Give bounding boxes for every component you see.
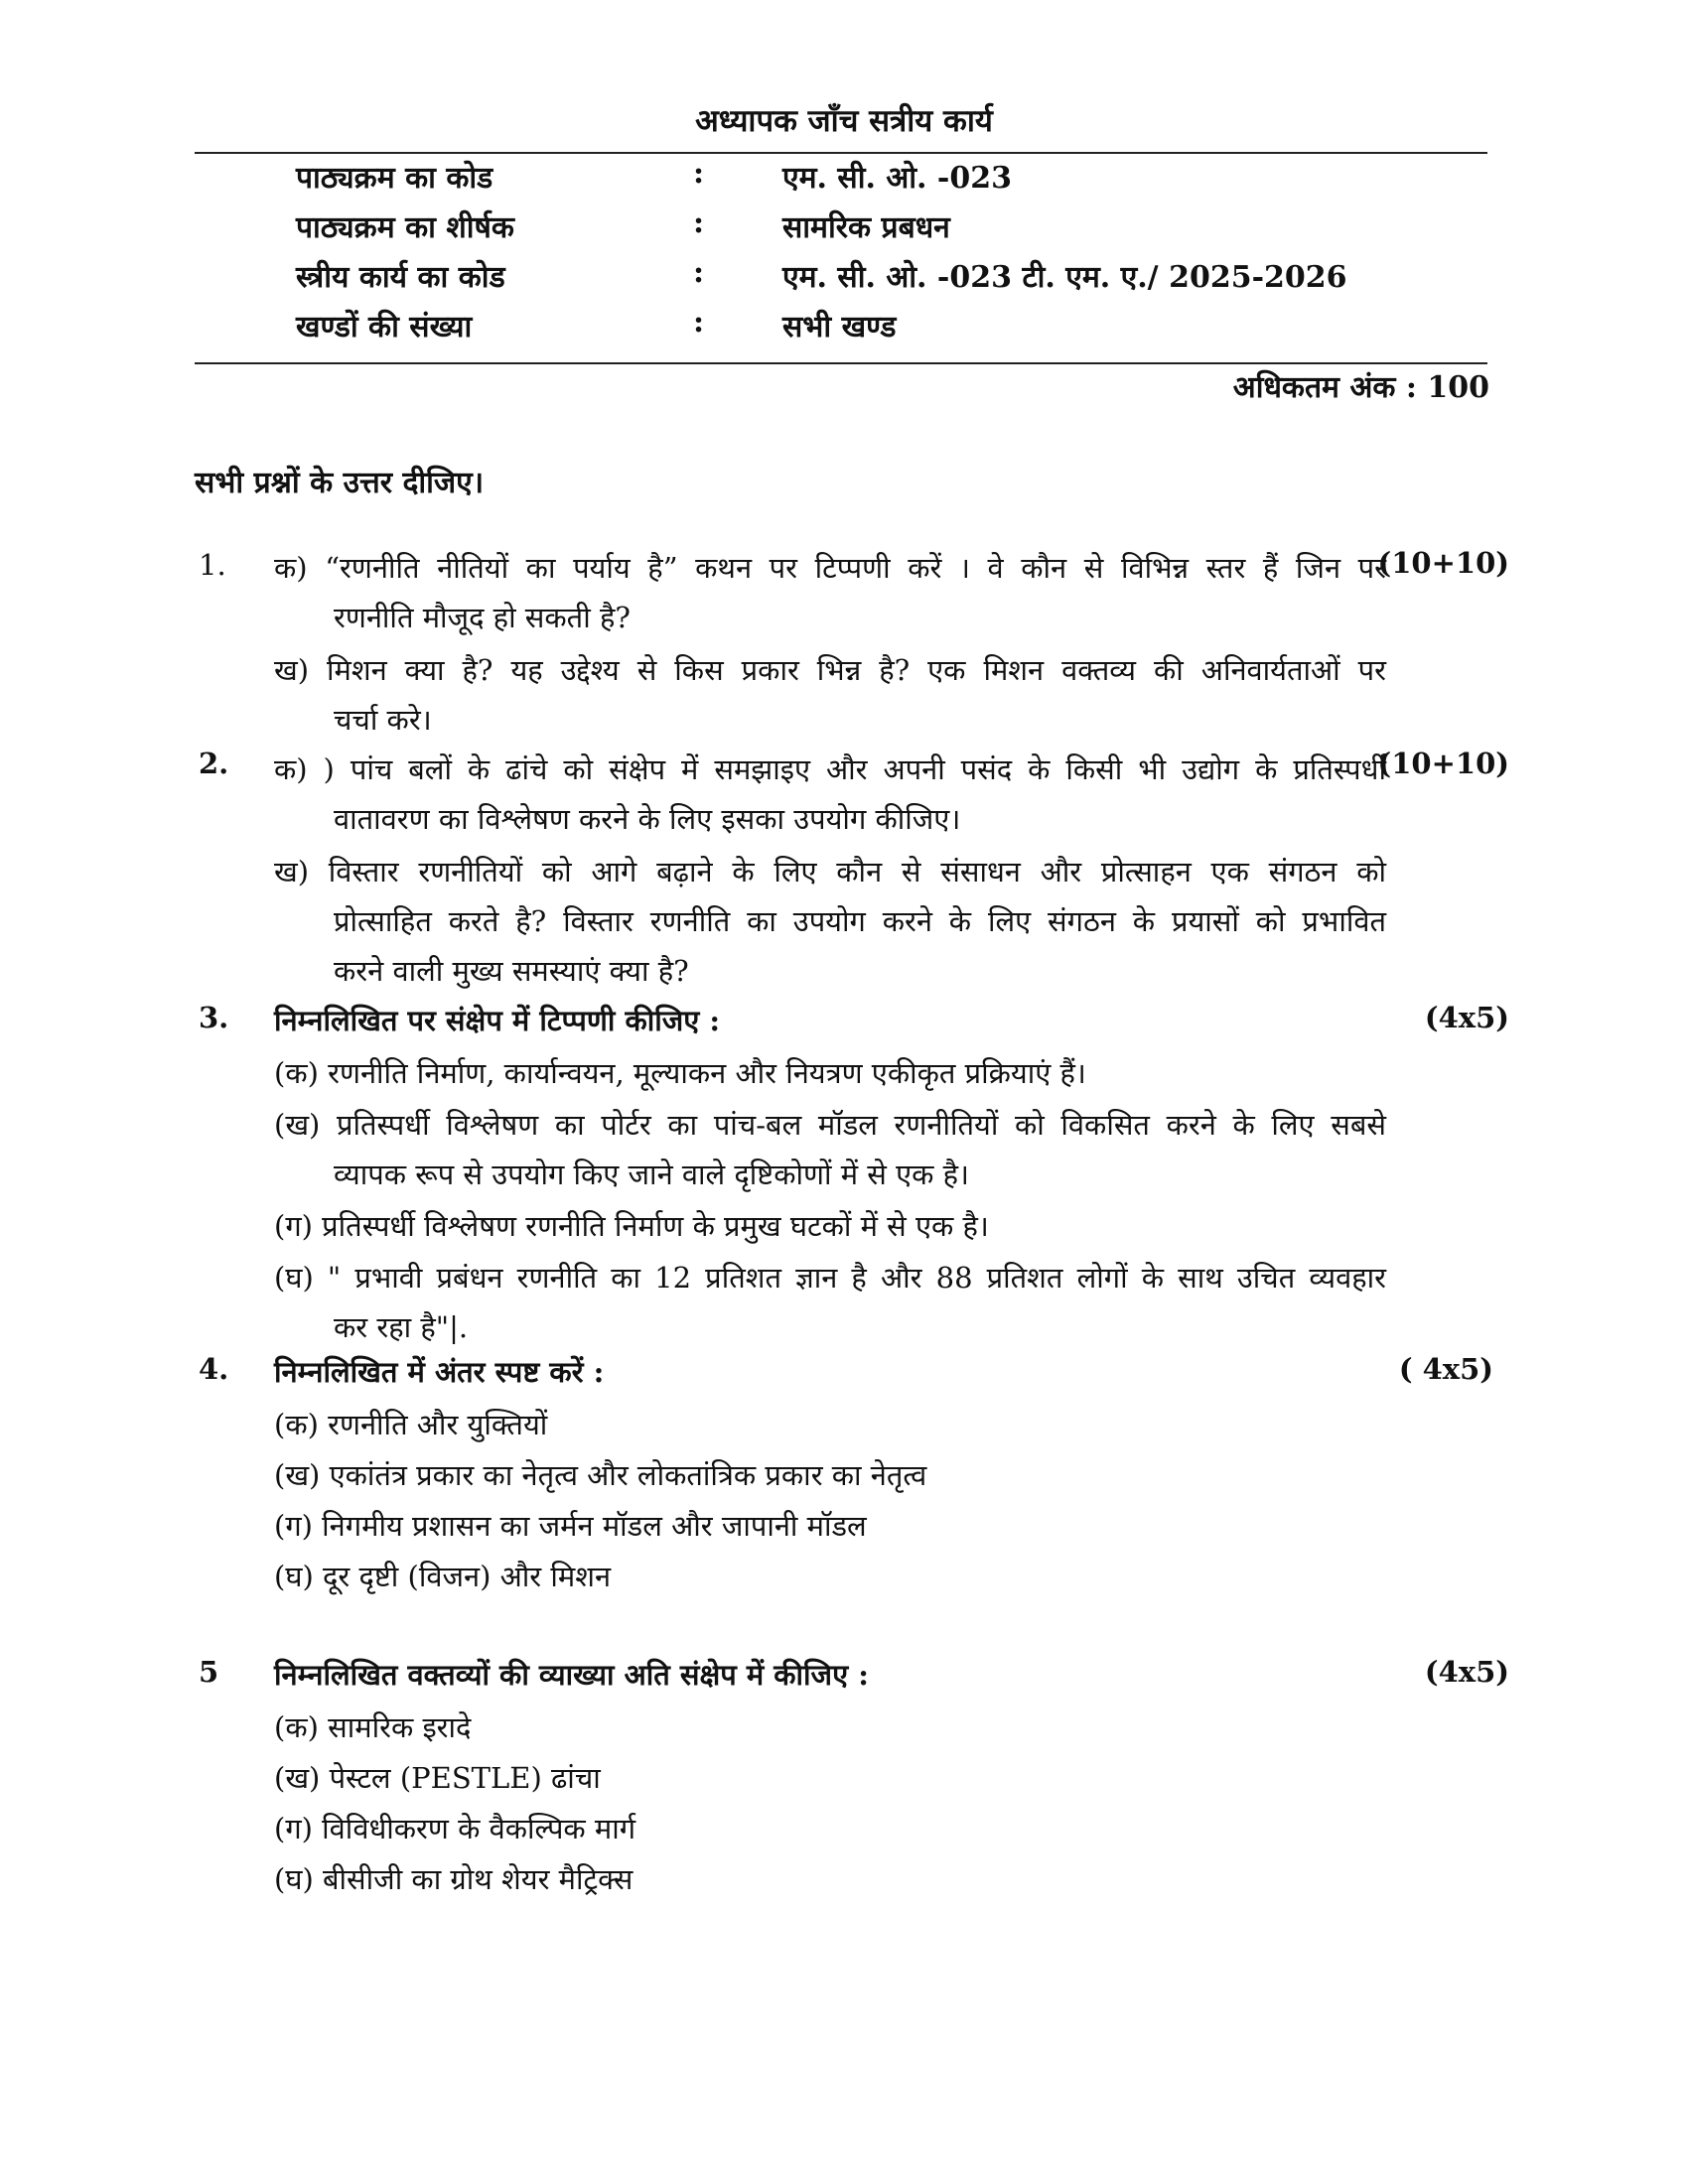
question-2-marks: (10+10) [1377, 747, 1509, 780]
question-3-number: 3. [199, 1001, 229, 1034]
question-1a-line-2: रणनीति मौजूद हो सकती है? [334, 601, 631, 634]
question-4-marks: ( 4x5) [1398, 1352, 1493, 1386]
question-2b-line-3: करने वाली मुख्य समस्याएं क्या है? [334, 954, 689, 988]
question-4c: (ग) निगमीय प्रशासन का जर्मन मॉडल और जापानी मॉडल [274, 1509, 867, 1543]
meta-label: खण्डों की संख्या [296, 310, 473, 344]
meta-value: एम. सी. ओ. -023 [782, 161, 1013, 196]
meta-colon: : [693, 156, 705, 191]
question-3-heading: निम्नलिखित पर संक्षेप में टिप्पणी कीजिए : [274, 1004, 721, 1037]
question-4-number: 4. [199, 1352, 229, 1386]
instruction: सभी प्रश्नों के उत्तर दीजिए। [195, 466, 485, 500]
meta-value: सभी खण्ड [782, 310, 897, 344]
question-5a: (क) सामरिक इरादे [274, 1710, 472, 1744]
question-3b-line-1: (ख) प्रतिस्पर्धी विश्लेषण का पोर्टर का पांच-बल मॉडल रणनीतियों को विकसित करने के लिए सबसे [274, 1108, 1386, 1142]
question-3b-line-2: व्यापक रूप से उपयोग किए जाने वाले दृष्टिकोणों में से एक है। [334, 1158, 970, 1191]
question-5-marks: (4x5) [1424, 1655, 1509, 1689]
question-5d: (घ) बीसीजी का ग्रोथ शेयर मैट्रिक्स [274, 1862, 633, 1896]
question-2a-line-1: क) ) पांच बलों के ढांचे को संक्षेप में समझाइए और अपनी पसंद के किसी भी उद्योग के प्रतिस्पर्धी [274, 752, 1386, 786]
meta-colon: : [693, 305, 705, 340]
question-4-heading: निम्नलिखित में अंतर स्पष्ट करें : [274, 1355, 605, 1389]
question-4d: (घ) दूर दृष्टी (विजन) और मिशन [274, 1560, 612, 1593]
meta-colon: : [693, 205, 705, 240]
question-5c: (ग) विविधीकरण के वैकल्पिक मार्ग [274, 1812, 636, 1845]
header-bottom-rule [195, 362, 1487, 364]
question-2a-line-2: वातावरण का विश्लेषण करने के लिए इसका उपयोग कीजिए। [334, 802, 961, 836]
meta-row-blocks [296, 305, 1438, 352]
question-2b-line-2: प्रोत्साहित करते है? विस्तार रणनीति का उपयोग करने के लिए संगठन के प्रयासों को प्रभावित [334, 904, 1386, 938]
meta-colon: : [693, 255, 705, 290]
meta-row-course-title [296, 205, 1438, 253]
meta-label: स्त्रीय कार्य का कोड [296, 260, 505, 295]
maximum-marks: अधिकतम अंक : 100 [1232, 370, 1489, 405]
question-3-marks: (4x5) [1424, 1001, 1509, 1034]
question-1b-line-2: चर्चा करे। [334, 703, 432, 737]
question-5b: (ख) पेस्टल (PESTLE) ढांचा [274, 1761, 601, 1795]
question-3a: (क) रणनीति निर्माण, कार्यान्वयन, मूल्याकन और नियत्रण एकीकृत प्रक्रियाएं हैं। [274, 1056, 1086, 1090]
meta-row-course-code [296, 156, 1438, 204]
question-4a: (क) रणनीति और युक्तियों [274, 1408, 548, 1441]
question-2b-line-1: ख) विस्तार रणनीतियों को आगे बढ़ाने के लिए कौन से संसाधन और प्रोत्साहन एक संगठन को [274, 855, 1386, 888]
meta-value: सामरिक प्रबधन [782, 210, 950, 245]
question-3d-line-2: कर रहा है"|. [334, 1310, 469, 1344]
question-1-number: 1. [199, 548, 226, 582]
question-1b-line-1: ख) मिशन क्या है? यह उद्देश्य से किस प्रकार भिन्न है? एक मिशन वक्तव्य की अनिवार्यताओं पर [274, 653, 1386, 687]
document-title: अध्यापक जाँच सत्रीय कार्य [695, 103, 993, 139]
question-2-number: 2. [199, 747, 229, 780]
question-4b: (ख) एकांतंत्र प्रकार का नेतृत्व और लोकतांत्रिक प्रकार का नेतृत्व [274, 1458, 927, 1492]
meta-row-assignment-code [296, 255, 1438, 303]
question-1-marks: (10+10) [1377, 546, 1509, 580]
question-3c: (ग) प्रतिस्पर्धी विश्लेषण रणनीति निर्माण के प्रमुख घटकों में से एक है। [274, 1209, 989, 1243]
question-5-heading: निम्नलिखित वक्तव्यों की व्याख्या अति संक्षेप में कीजिए : [274, 1658, 869, 1692]
header-top-rule [195, 152, 1487, 154]
meta-label: पाठ्यक्रम का शीर्षक [296, 210, 514, 245]
question-1a-line-1: क) “रणनीति नीतियों का पर्याय है” कथन पर टिप्पणी करें । वे कौन से विभिन्न स्तर हैं जिन पर [274, 551, 1386, 585]
meta-value: एम. सी. ओ. -023 टी. एम. ए./ 2025-2026 [782, 260, 1347, 295]
question-5-number: 5 [199, 1655, 219, 1689]
question-3d-line-1: (घ) " प्रभावी प्रबंधन रणनीति का 12 प्रतिशत ज्ञान है और 88 प्रतिशत लोगों के साथ उचित व्यवहार [274, 1261, 1386, 1295]
meta-label: पाठ्यक्रम का कोड [296, 161, 493, 196]
